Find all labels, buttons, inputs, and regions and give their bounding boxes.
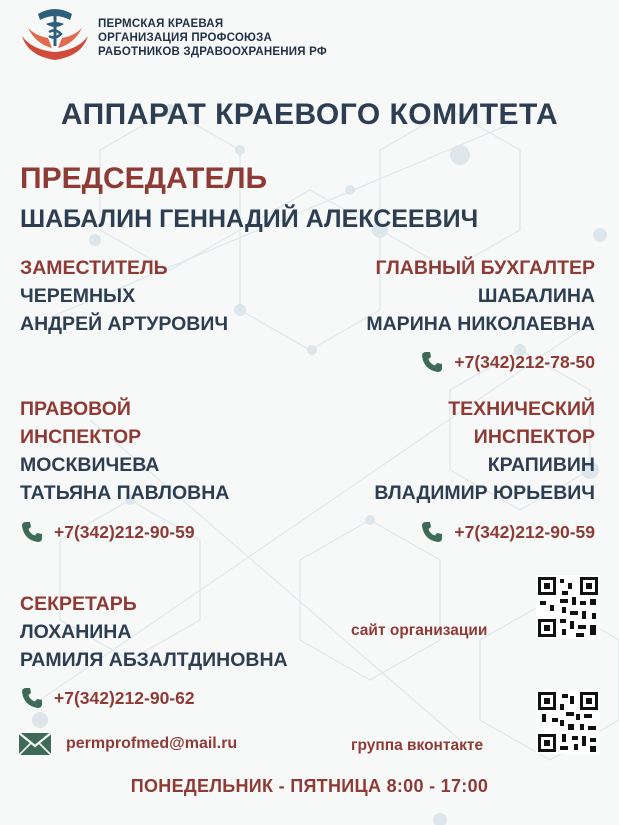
email-link[interactable]: [18, 732, 237, 756]
accountant-phone-number: +7(342)212-78-50: [454, 351, 595, 372]
vk-qr-code[interactable]: [536, 690, 600, 754]
tech-inspector-role-2: ИНСПЕКТОР: [473, 426, 595, 448]
accountant-surname: ШАБАЛИНА: [477, 285, 595, 307]
site-qr-code[interactable]: [536, 575, 600, 639]
org-line-1: ПЕРМСКАЯ КРАЕВАЯ: [98, 18, 224, 30]
email-address: permprofmed@mail.ru: [66, 735, 238, 752]
legal-inspector-given-name: ТАТЬЯНА ПАВЛОВНА: [20, 482, 230, 504]
secretary-phone-number: +7(342)212-90-62: [54, 687, 195, 708]
legal-inspector-phone[interactable]: [20, 520, 195, 544]
org-line-2: ОРГАНИЗАЦИЯ ПРОФСОЮЗА: [98, 32, 272, 44]
secretary-block: [20, 590, 288, 674]
logo-emblem: [18, 6, 92, 62]
organization-name: [98, 17, 327, 59]
legal-inspector-surname: МОСКВИЧЕВА: [20, 454, 160, 476]
secretary-phone[interactable]: [20, 686, 195, 710]
org-line-3: РАБОТНИКОВ ЗДРАВООХРАНЕНИЯ РФ: [98, 46, 327, 58]
accountant-block: [366, 254, 595, 338]
accountant-given-name: МАРИНА НИКОЛАЕВНА: [366, 313, 595, 335]
legal-inspector-phone-number: +7(342)212-90-59: [54, 521, 195, 542]
deputy-surname: ЧЕРЕМНЫХ: [20, 285, 136, 307]
tech-inspector-block: [374, 395, 595, 507]
phone-icon: [420, 520, 444, 544]
envelope-icon: [18, 732, 52, 756]
secretary-given-name: РАМИЛЯ АБЗАЛТДИНОВНА: [20, 649, 288, 671]
tech-inspector-given-name: ВЛАДИМИР ЮРЬЕВИЧ: [374, 482, 595, 504]
working-hours: ПОНЕДЕЛЬНИК - ПЯТНИЦА 8:00 - 17:00: [130, 776, 489, 796]
legal-inspector-role-2: ИНСПЕКТОР: [20, 426, 142, 448]
phone-icon: [20, 686, 44, 710]
tech-inspector-phone[interactable]: [420, 520, 595, 544]
site-label: сайт организации: [351, 622, 488, 639]
accountant-role: ГЛАВНЫЙ БУХГАЛТЕР: [375, 257, 595, 279]
chairman-role: ПРЕДСЕДАТЕЛЬ: [20, 162, 268, 195]
phone-icon: [420, 350, 444, 374]
page-title: АППАРАТ КРАЕВОГО КОМИТЕТА: [60, 98, 559, 131]
deputy-block: [20, 254, 228, 338]
accountant-phone[interactable]: [420, 350, 595, 374]
tech-inspector-surname: КРАПИВИН: [487, 454, 595, 476]
tech-inspector-role-1: ТЕХНИЧЕСКИЙ: [448, 398, 595, 420]
phone-icon: [20, 520, 44, 544]
legal-inspector-block: [20, 395, 229, 507]
secretary-role: СЕКРЕТАРЬ: [20, 593, 137, 615]
secretary-surname: ЛОХАНИНА: [20, 621, 132, 643]
chairman-name: ШАБАЛИН ГЕННАДИЙ АЛЕКСЕЕВИЧ: [20, 205, 479, 233]
tech-inspector-phone-number: +7(342)212-90-59: [454, 521, 595, 542]
vk-label: группа вконтакте: [351, 737, 484, 754]
deputy-given-name: АНДРЕЙ АРТУРОВИЧ: [20, 313, 229, 335]
deputy-role: ЗАМЕСТИТЕЛЬ: [20, 257, 168, 279]
legal-inspector-role-1: ПРАВОВОЙ: [20, 398, 131, 420]
